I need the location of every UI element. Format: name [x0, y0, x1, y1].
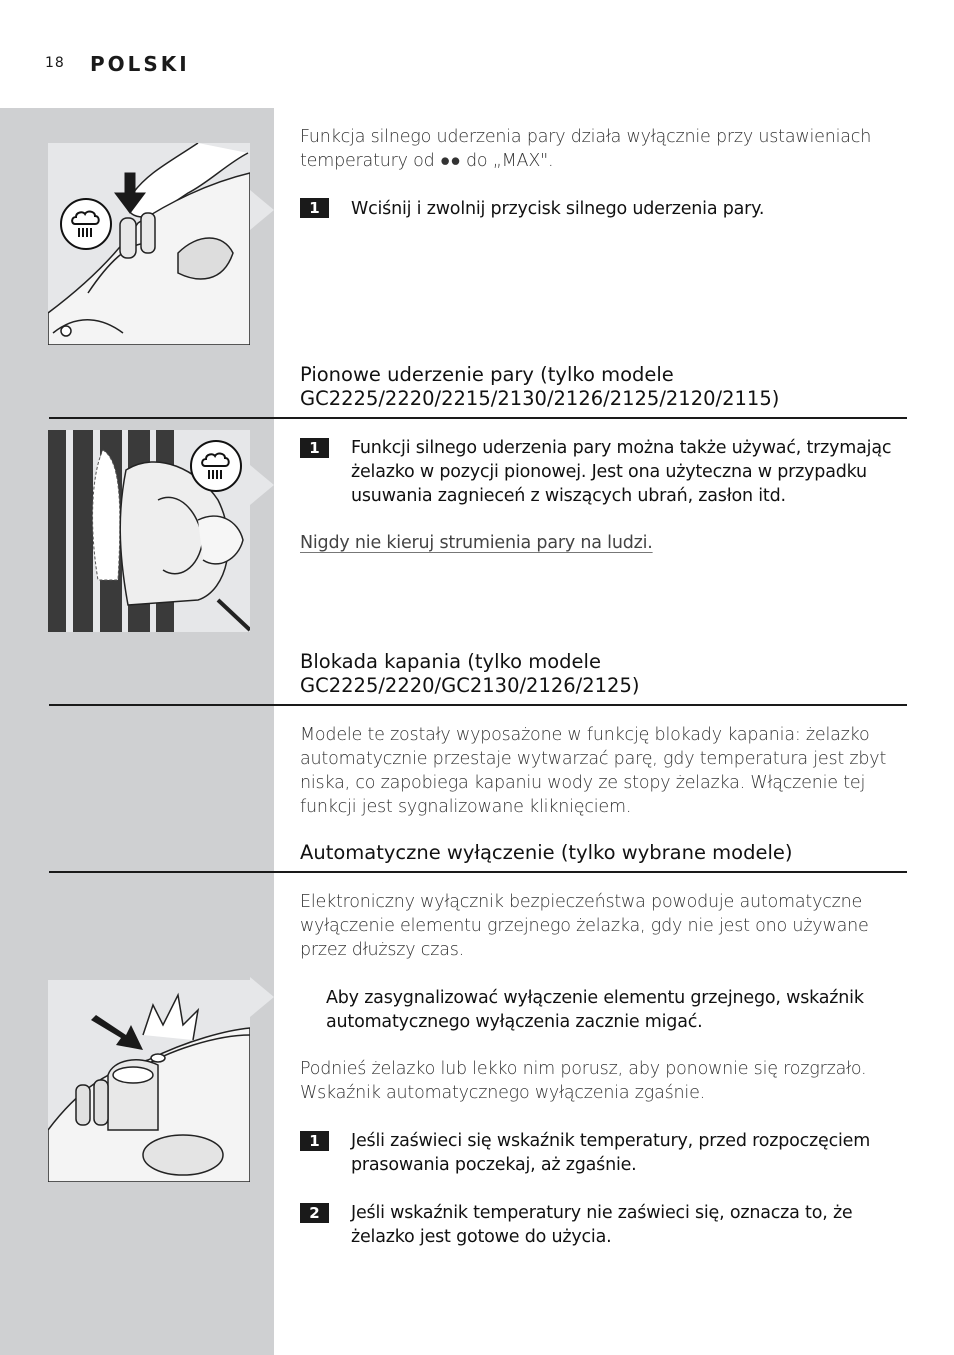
language-label: POLSKI [90, 52, 190, 76]
burst-intro-text: Funkcja silnego uderzenia pary działa wyłącznie przy ustawieniach temperatury od ●● do „MAX". [300, 127, 872, 171]
step-badge: 2 [300, 1203, 329, 1223]
warning-text: Nigdy nie kieruj strumienia pary na ludzi. [300, 533, 653, 553]
section-heading-drip-line1: Blokada kapania (tylko modele [300, 650, 601, 673]
section-divider [49, 704, 907, 706]
step-text: Funkcji silnego uderzenia pary można także używać, trzymając żelazko w pozycji pionowej. Jest ona użyteczna w przypadku usuwania zagnieceń z wiszących ubrań, zasłon itd. [351, 438, 892, 506]
illustration-pointer [250, 190, 274, 230]
auto-off-note-text: Aby zasygnalizować wyłączenie elementu grzejnego, wskaźnik automatycznego wyłączenia zacznie migać. [326, 988, 864, 1032]
drip-body-text: Modele te zostały wyposażone w funkcję blokady kapania: żelazko automatycznie przestaje wytwarzać parę, gdy temperatura jest zbyt niska, co zapobiega kapaniu wody ze stopy żelazka. Włączenie tej funkcji jest sygnalizowane kliknięciem. [300, 725, 887, 817]
step-text: Wciśnij i zwolnij przycisk silnego uderzenia pary. [351, 199, 765, 219]
step-badge: 1 [300, 198, 329, 218]
auto-off-body-text: Elektroniczny wyłącznik bezpieczeństwa powoduje automatyczne wyłączenie elementu grzejnego żelazka, gdy nie jest ono używane przez dłuższy czas. [300, 892, 869, 960]
step-text: Jeśli wskaźnik temperatury nie zaświeci się, oznacza to, że żelazko jest gotowe do użycia. [351, 1203, 853, 1247]
section-heading-vertical-line2: GC2225/2220/2215/2130/2126/2125/2120/2115) [300, 387, 780, 410]
section-heading-drip-line2: GC2225/2220/GC2130/2126/2125) [300, 674, 640, 697]
illustration-pointer [250, 977, 274, 1017]
section-divider [49, 871, 907, 873]
section-heading-vertical-line1: Pionowe uderzenie pary (tylko modele [300, 363, 674, 386]
steam-burst-icon [190, 440, 242, 492]
auto-off-body2-text: Podnieś żelazko lub lekko nim porusz, aby ponownie się rozgrzało. Wskaźnik automatycznego wyłączenia zgaśnie. [300, 1059, 867, 1103]
illustration-pointer [250, 465, 274, 505]
section-divider [49, 417, 907, 419]
section-heading-auto-off: Automatyczne wyłączenie (tylko wybrane modele) [300, 841, 793, 864]
steam-burst-icon [60, 198, 112, 250]
step-text: Jeśli zaświeci się wskaźnik temperatury, przed rozpoczęciem prasowania poczekaj, aż zgaśnie. [351, 1131, 871, 1175]
step-badge: 1 [300, 1131, 329, 1151]
step-badge: 1 [300, 438, 329, 458]
illustration-auto-off-indicator [48, 980, 250, 1182]
page-number: 18 [45, 55, 65, 71]
